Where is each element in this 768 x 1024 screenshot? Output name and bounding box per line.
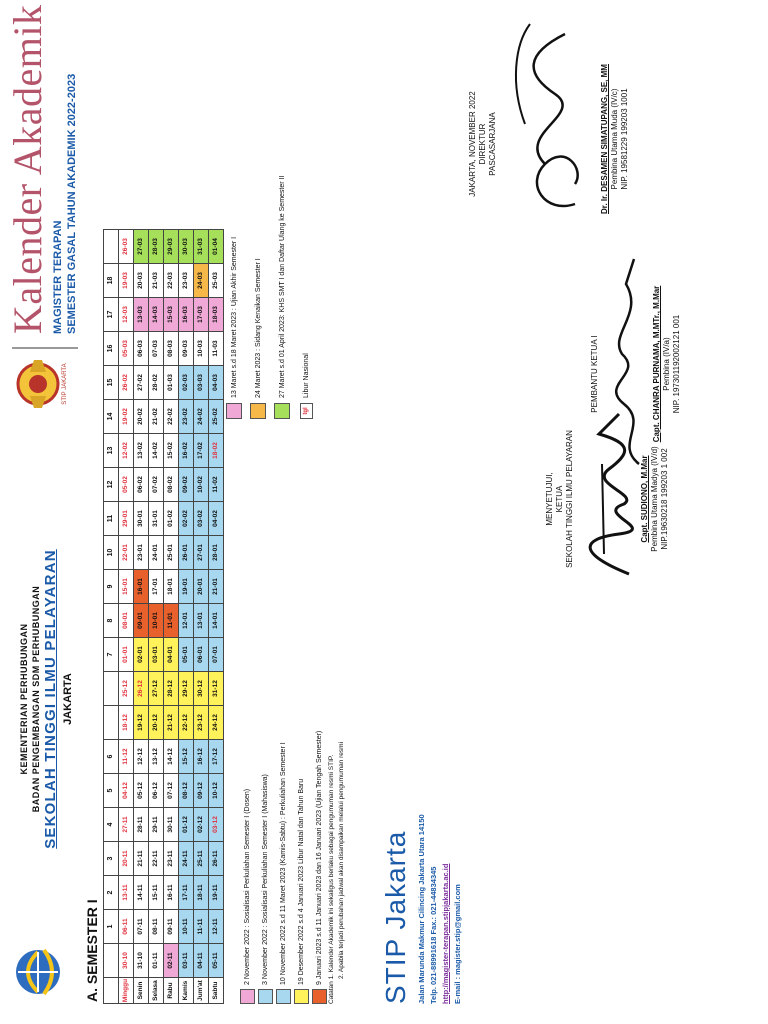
director-unit: PASCASARJANA	[488, 112, 497, 176]
date-cell: 21-02	[149, 400, 164, 434]
stip-jakarta-logo: STIP Jakarta	[380, 830, 411, 1004]
director-identity	[600, 24, 630, 254]
week-header-cell	[104, 944, 119, 978]
ministry-line: KEMENTERIAN PERHUBUNGAN	[19, 623, 29, 775]
date-cell: 27-01	[194, 536, 209, 570]
date-cell: 17-12	[209, 740, 224, 774]
date-cell: 05-02	[119, 468, 134, 502]
date-cell: 23-11	[164, 842, 179, 876]
date-cell: 07-12	[164, 774, 179, 808]
legend-item	[294, 176, 318, 419]
legend-text: Libur Nasional	[302, 353, 310, 398]
header-divider	[12, 347, 78, 349]
date-cell: 31-10	[134, 944, 149, 978]
date-cell: 09-12	[194, 774, 209, 808]
week-header-cell: 9	[104, 570, 119, 604]
stip-emblem-icon	[8, 354, 75, 414]
emblem-caption: STIP JAKARTA	[62, 363, 68, 405]
vice-chair-signature-icon	[604, 244, 654, 474]
date-cell: 30-10	[119, 944, 134, 978]
director-rank: Pembina Utama Muda (IV/c)	[610, 88, 619, 190]
date-cell: 08-12	[179, 774, 194, 808]
date-cell: 31-03	[194, 230, 209, 264]
date-cell: 13-01	[194, 604, 209, 638]
date-cell: 04-11	[194, 944, 209, 978]
legend-text: 2 November 2022 : Sosialisasi Perkuliahan Semester I (Dosen)	[243, 788, 251, 985]
date-cell: 28-02	[149, 366, 164, 400]
date-cell: 17-01	[149, 570, 164, 604]
date-cell: 01-04	[209, 230, 224, 264]
chair-approval-heading	[545, 404, 575, 594]
date-cell: 01-03	[164, 366, 179, 400]
date-cell: 18-02	[209, 434, 224, 468]
date-cell: 14-01	[209, 604, 224, 638]
legend-item	[292, 731, 310, 1004]
date-cell: 17-03	[194, 298, 209, 332]
date-cell: 28-12	[164, 672, 179, 706]
date-cell: 23-03	[179, 264, 194, 298]
date-cell: 14-03	[149, 298, 164, 332]
week-header-cell: 5	[104, 774, 119, 808]
place-date: JAKARTA, NOVEMBER 2022	[468, 91, 477, 197]
date-cell: 10-03	[194, 332, 209, 366]
date-cell: 14-12	[164, 740, 179, 774]
date-cell: 29-11	[149, 808, 164, 842]
legend-item	[256, 731, 274, 1004]
date-cell: 12-12	[134, 740, 149, 774]
date-cell: 21-12	[164, 706, 179, 740]
note-line-1: Catatan 1. Kalender Akademik ini sekaligus berlaku sebagai pengumuman resmi STIP.	[328, 754, 335, 1004]
legend-item	[238, 731, 256, 1004]
city-label: JAKARTA	[62, 673, 74, 725]
date-cell: 26-11	[209, 842, 224, 876]
week-header-cell: 1	[104, 910, 119, 944]
note-line-2: 2. Apabila terjadi perubahan jadwal akan disampaikan melalui pengumuman resmi	[338, 741, 345, 979]
date-cell: 25-03	[209, 264, 224, 298]
email-line: E-mail : magister.stip@gmail.com	[453, 884, 462, 1004]
calendar-row	[149, 230, 164, 1004]
date-cell: 08-02	[164, 468, 179, 502]
phone-line: Telp. 021-88991618 Fax.: 021-44834345	[429, 866, 438, 1004]
legend-text: 9 Januari 2023 s.d 11 Januari 2023 dan 16 Januari 2023 (Ujian Tengah Semester)	[315, 730, 323, 985]
corner-cell	[104, 978, 119, 1004]
date-cell: 12-01	[179, 604, 194, 638]
director-heading	[468, 44, 498, 244]
legend-item	[274, 731, 292, 1004]
date-cell: 06-03	[134, 332, 149, 366]
week-header-cell	[104, 230, 119, 264]
legend-swatch	[250, 403, 266, 419]
date-cell: 30-12	[194, 672, 209, 706]
date-cell: 27-02	[134, 366, 149, 400]
address-line: Jalan Marunda Makmur Cilincing Jakarta Utara 14150	[417, 814, 426, 1004]
calendar-row	[194, 230, 209, 1004]
legend-item	[310, 731, 328, 1004]
school-name: SEKOLAH TINGGI ILMU PELAYARAN	[42, 549, 59, 849]
legend-text: 3 November 2022 : Sosialisasi Perkuliahan Semester I (Mahasiswa)	[261, 774, 269, 985]
date-cell: 27-12	[149, 672, 164, 706]
date-cell: 11-02	[209, 468, 224, 502]
date-cell: 03-11	[179, 944, 194, 978]
date-cell: 21-01	[209, 570, 224, 604]
week-header-cell: 10	[104, 536, 119, 570]
date-cell: 16-02	[179, 434, 194, 468]
date-cell: 15-12	[179, 740, 194, 774]
contact-block	[416, 814, 464, 1004]
day-name-cell: Sabtu	[209, 978, 224, 1004]
day-name-cell: Rabu	[164, 978, 179, 1004]
date-cell: 28-01	[209, 536, 224, 570]
vice-chair-name: Capt. CHANRA PURNAMA, M.MTr., M.Mar	[652, 285, 661, 443]
date-cell: 13-11	[119, 876, 134, 910]
date-cell: 20-03	[134, 264, 149, 298]
date-cell: 29-12	[179, 672, 194, 706]
week-header-cell: 8	[104, 604, 119, 638]
legend-swatch	[240, 989, 255, 1004]
date-cell: 06-01	[194, 638, 209, 672]
date-cell: 26-12	[134, 672, 149, 706]
date-cell: 16-11	[164, 876, 179, 910]
date-cell: 18-03	[209, 298, 224, 332]
date-cell: 10-12	[209, 774, 224, 808]
week-header-cell: 6	[104, 740, 119, 774]
approval-label: MENYETUJUI,	[545, 472, 554, 526]
date-cell: 13-02	[134, 434, 149, 468]
website-link[interactable]: http://magister-terapan.stipjakarta.ac.id	[441, 863, 450, 1004]
vice-chair-nip: NIP. 197301192002121 001	[672, 314, 681, 414]
semester-year-label: SEMESTER GASAL TAHUN AKADEMIK 2022-2023	[66, 73, 78, 334]
day-name-cell: Kamis	[179, 978, 194, 1004]
date-cell: 06-02	[134, 468, 149, 502]
date-cell: 08-03	[164, 332, 179, 366]
legend-left	[238, 731, 328, 1004]
date-cell: 28-11	[134, 808, 149, 842]
week-header-cell: 2	[104, 876, 119, 910]
date-cell: 18-01	[164, 570, 179, 604]
program-label: MAGISTER TERAPAN	[52, 220, 64, 334]
date-cell: 09-03	[179, 332, 194, 366]
date-cell: 20-02	[134, 400, 149, 434]
date-cell: 16-12	[194, 740, 209, 774]
date-cell: 20-12	[149, 706, 164, 740]
date-cell: 25-11	[194, 842, 209, 876]
vice-chair-rank: Pembina (IV/a)	[662, 337, 671, 391]
director-signature-icon	[505, 14, 600, 224]
chair-nip: NIP.19630218 199203 1 002	[660, 448, 669, 550]
date-cell: 03-02	[194, 502, 209, 536]
date-cell: 14-02	[149, 434, 164, 468]
week-header-cell	[104, 672, 119, 706]
calendar-row	[134, 230, 149, 1004]
date-cell: 07-11	[134, 910, 149, 944]
date-cell: 11-03	[209, 332, 224, 366]
date-cell: 09-02	[179, 468, 194, 502]
date-cell: 24-11	[179, 842, 194, 876]
legend-swatch	[226, 403, 242, 419]
date-cell: 24-03	[194, 264, 209, 298]
legend-swatch	[276, 989, 291, 1004]
date-cell: 03-01	[149, 638, 164, 672]
date-cell: 08-11	[149, 910, 164, 944]
date-cell: 31-12	[209, 672, 224, 706]
date-cell: 24-12	[209, 706, 224, 740]
date-cell: 22-11	[149, 842, 164, 876]
date-cell: 18-11	[194, 876, 209, 910]
notes	[327, 742, 347, 1004]
date-cell: 16-01	[134, 570, 149, 604]
date-cell: 30-11	[164, 808, 179, 842]
date-cell: 05-03	[119, 332, 134, 366]
date-cell: 10-11	[179, 910, 194, 944]
week-header-cell: 12	[104, 468, 119, 502]
date-cell: 05-01	[179, 638, 194, 672]
week-header-cell: 3	[104, 842, 119, 876]
date-cell: 02-01	[134, 638, 149, 672]
date-cell: 29-03	[164, 230, 179, 264]
date-cell: 17-11	[179, 876, 194, 910]
calendar-title: Kalender Akademik	[5, 4, 50, 334]
date-cell: 24-02	[194, 400, 209, 434]
date-cell: 17-02	[194, 434, 209, 468]
legend-text: 27 Maret s.d 01 April 2023: KHS SMT I dan Daftar Ulang ke Semester II	[278, 175, 286, 398]
week-header-cell: 14	[104, 400, 119, 434]
date-cell: 23-01	[134, 536, 149, 570]
legend-right	[222, 176, 318, 419]
date-cell: 01-01	[119, 638, 134, 672]
date-cell: 19-03	[119, 264, 134, 298]
week-header-row	[104, 230, 119, 1004]
date-cell: 04-03	[209, 366, 224, 400]
date-cell: 07-02	[149, 468, 164, 502]
date-cell: 11-01	[164, 604, 179, 638]
date-cell: 04-02	[209, 502, 224, 536]
legend-text: 19 Desember 2022 s.d 4 Januari 2023 Libur Natal dan Tahun Baru	[297, 778, 305, 985]
day-name-cell: Jum'at	[194, 978, 209, 1004]
date-cell: 15-01	[119, 570, 134, 604]
section-title: A. SEMESTER I	[84, 899, 100, 1002]
date-cell: 07-01	[209, 638, 224, 672]
date-cell: 25-01	[164, 536, 179, 570]
date-cell: 26-03	[119, 230, 134, 264]
date-cell: 19-01	[179, 570, 194, 604]
date-cell: 19-11	[209, 876, 224, 910]
date-cell: 05-11	[209, 944, 224, 978]
calendar-row	[164, 230, 179, 1004]
date-cell: 29-01	[119, 502, 134, 536]
chair-rank: Pembina Utama Madya (IV/d)	[650, 446, 659, 552]
date-cell: 12-02	[119, 434, 134, 468]
date-cell: 02-02	[179, 502, 194, 536]
calendar-row	[119, 230, 134, 1004]
date-cell: 30-03	[179, 230, 194, 264]
date-cell: 24-01	[149, 536, 164, 570]
legend-text: 13 Maret s.d 18 Maret 2023 : Ujian Akhir Semester I	[230, 236, 238, 398]
date-cell: 22-12	[179, 706, 194, 740]
date-cell: 31-01	[149, 502, 164, 536]
week-header-cell: 13	[104, 434, 119, 468]
date-cell: 23-12	[194, 706, 209, 740]
legend-item	[270, 176, 294, 419]
legend-swatch	[258, 989, 273, 1004]
date-cell: 10-01	[149, 604, 164, 638]
date-cell: 19-02	[119, 400, 134, 434]
vice-chair-identity	[652, 264, 682, 464]
date-cell: 01-11	[149, 944, 164, 978]
academic-calendar-table	[103, 229, 224, 1004]
date-cell: 06-11	[119, 910, 134, 944]
week-header-cell: 11	[104, 502, 119, 536]
date-cell: 01-02	[164, 502, 179, 536]
date-cell: 15-02	[164, 434, 179, 468]
date-cell: 14-11	[134, 876, 149, 910]
day-name-cell: Minggu	[119, 978, 134, 1004]
date-cell: 18-12	[119, 706, 134, 740]
date-cell: 08-01	[119, 604, 134, 638]
chair-title: KETUA	[555, 485, 564, 513]
director-title: DIREKTUR	[478, 123, 487, 165]
week-header-cell: 15	[104, 366, 119, 400]
chair-name: Capt. SUDIONO, M.Mar	[640, 455, 649, 543]
ministry-heading	[18, 464, 42, 934]
date-cell: 06-12	[149, 774, 164, 808]
agency-line: BADAN PENGEMBANGAN SDM PERHUBUNGAN	[31, 585, 41, 813]
date-cell: 27-11	[119, 808, 134, 842]
date-cell: 03-03	[194, 366, 209, 400]
date-cell: 15-11	[149, 876, 164, 910]
date-cell: 28-03	[149, 230, 164, 264]
week-header-cell: 17	[104, 298, 119, 332]
date-cell: 10-02	[194, 468, 209, 502]
date-cell: 02-12	[194, 808, 209, 842]
date-cell: 09-01	[134, 604, 149, 638]
date-cell: 04-01	[164, 638, 179, 672]
week-header-cell	[104, 706, 119, 740]
day-name-cell: Senin	[134, 978, 149, 1004]
date-cell: 22-03	[164, 264, 179, 298]
date-cell: 26-01	[179, 536, 194, 570]
date-cell: 04-12	[119, 774, 134, 808]
kemenhub-logo-icon	[8, 942, 73, 1002]
date-cell: 12-11	[209, 910, 224, 944]
legend-swatch	[274, 403, 290, 419]
vice-chair-title: PEMBANTU KETUA I	[590, 335, 599, 413]
legend-text: 10 November 2022 s.d 11 Maret 2023 (Kamis-Sabtu) : Perkuliahan Semester I	[279, 742, 287, 985]
institution-label: SEKOLAH TINGGI ILMU PELAYARAN	[565, 430, 574, 568]
director-name: Dr. Ir. DESAMEN SIMATUPANG, SE, MM	[600, 64, 609, 214]
date-cell: 15-03	[164, 298, 179, 332]
date-cell: 20-11	[119, 842, 134, 876]
date-cell: 22-01	[119, 536, 134, 570]
date-cell: 20-01	[194, 570, 209, 604]
date-cell: 27-03	[134, 230, 149, 264]
date-cell: 21-11	[134, 842, 149, 876]
date-cell: 30-01	[134, 502, 149, 536]
legend-text: 24 Maret 2023 : Sidang Kenaikan Semester I	[254, 258, 262, 398]
legend-swatch	[294, 989, 309, 1004]
date-cell: 19-12	[134, 706, 149, 740]
date-cell: 01-12	[179, 808, 194, 842]
date-cell: 11-12	[119, 740, 134, 774]
date-cell: 09-11	[164, 910, 179, 944]
week-header-cell: 16	[104, 332, 119, 366]
date-cell: 16-03	[179, 298, 194, 332]
date-cell: 25-12	[119, 672, 134, 706]
date-cell: 02-11	[164, 944, 179, 978]
date-cell: 12-03	[119, 298, 134, 332]
date-cell: 13-12	[149, 740, 164, 774]
date-cell: 11-11	[194, 910, 209, 944]
legend-item	[246, 176, 270, 419]
date-cell: 25-02	[209, 400, 224, 434]
holiday-swatch: tgl	[300, 403, 313, 419]
vice-chair-heading	[590, 309, 600, 439]
date-cell: 22-02	[164, 400, 179, 434]
calendar-row	[179, 230, 194, 1004]
legend-item	[222, 176, 246, 419]
date-cell: 23-02	[179, 400, 194, 434]
date-cell: 07-03	[149, 332, 164, 366]
week-header-cell: 18	[104, 264, 119, 298]
day-name-cell: Selasa	[149, 978, 164, 1004]
week-header-cell: 7	[104, 638, 119, 672]
date-cell: 02-03	[179, 366, 194, 400]
date-cell: 21-03	[149, 264, 164, 298]
date-cell: 05-12	[134, 774, 149, 808]
date-cell: 26-02	[119, 366, 134, 400]
date-cell: 13-03	[134, 298, 149, 332]
week-header-cell: 4	[104, 808, 119, 842]
legend-swatch	[312, 989, 327, 1004]
director-nip: NIP. 19581229 199203 1001	[620, 88, 629, 190]
date-cell: 03-12	[209, 808, 224, 842]
